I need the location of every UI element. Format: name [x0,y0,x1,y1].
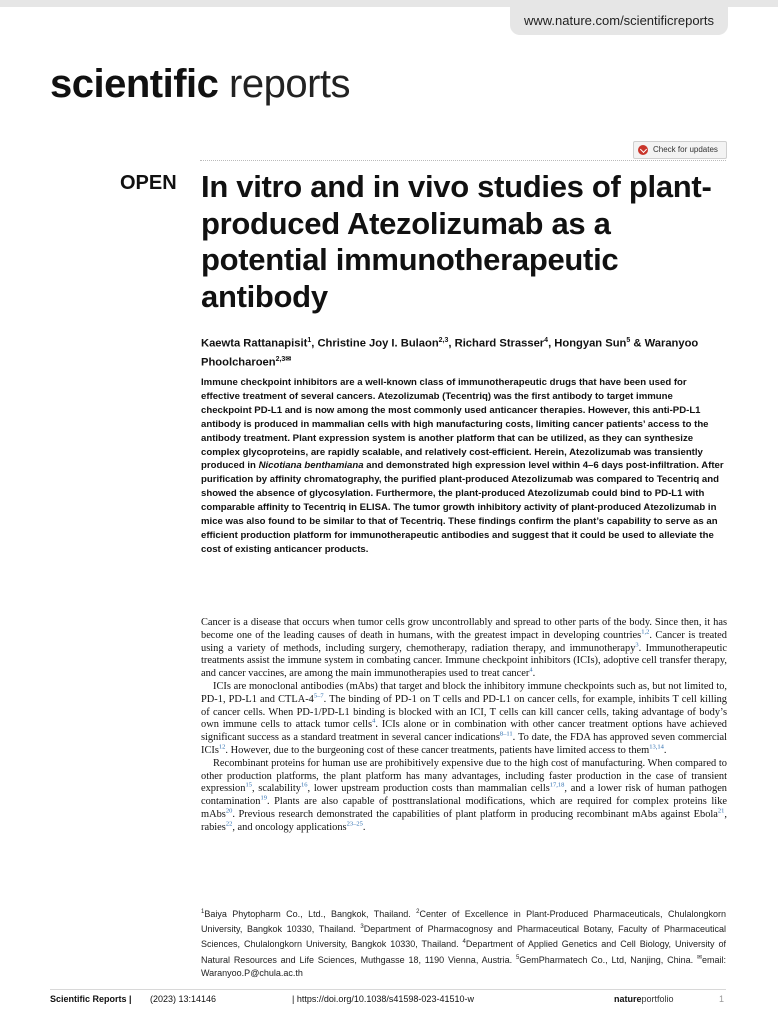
citation-link[interactable]: 21 [717,807,725,815]
citation-link[interactable]: 13,14 [649,743,664,751]
body-text: , lower upstream production costs than mammalian cells [307,783,550,795]
author-separator: & [630,337,645,350]
affiliation-text: GemPharmatech Co., Ltd, Nanjing, China. [519,954,697,965]
footer-journal: Scientific Reports | [50,994,132,1004]
article-title: In vitro and in vivo studies of plant-produced Atezolizumab as a potential immunotherapeutic antibody [201,169,712,314]
affiliations [201,906,726,980]
author-affiliation-mark: 1 [307,337,312,344]
citation-link[interactable]: 12 [218,743,226,751]
publisher-logo [614,993,674,1005]
corresponding-email[interactable]: email: Waranyoo.P@chula.ac.th [201,954,726,978]
author-name[interactable]: Hongyan Sun [554,337,627,350]
author-name[interactable]: Kaewta Rattanapisit [201,337,308,350]
abstract-text-part-2: and demonstrated high expression level within 4–6 days post-infiltration. After purification by affinity chromatography, the purified plant-produced Atezolizumab was compared to Tecentriq and showed the absence of glycosylation. Furthermore, the plant-produced Atezolizumab could bind to PD-L1 with comparable affinity to Tecentriq in ELISA. The tumor growth inhibitory activity of plant-produced Atezolizumab in mice was also found to be similar to that of Tecentriq. These findings confirm the plant’s capability to serve as an efficient production platform for immunotherapeutic antibodies and suggest that it could be used to alleviate the cost of existing anticancer products. [201,460,724,555]
citation-link[interactable]: 4 [529,666,533,674]
affiliation-text: Department of Pharmacognosy and Pharmaceutical Botany, Faculty of Pharmaceutical Sciences, Chulalongkorn University, Bangkok 10330, Thailand. [201,924,726,950]
body-text: . [362,821,366,833]
author-name[interactable]: Richard Strasser [454,337,545,350]
body-text: , and a lower risk of human pathogen contamination [201,783,728,808]
abstract-species-name: Nicotiana benthamiana [258,460,364,472]
body-paragraph [201,758,727,835]
author-separator: , [311,337,318,350]
body-text: . To date, the FDA has approved seven commercial ICIs [201,732,728,756]
body-text: . [532,668,536,680]
citation-link[interactable]: 5–7 [313,692,324,700]
author-separator: , [448,337,455,350]
citation-link[interactable]: 17,18 [549,781,565,789]
citation-link[interactable]: 19 [260,794,267,802]
body-text: , scalability [251,783,301,795]
citation-link[interactable]: 8–11 [499,730,513,738]
journal-url[interactable]: www.nature.com/scientificreports [510,7,728,35]
abstract [201,376,726,557]
body-text: , rabies [201,808,727,833]
body-text: . Cancer is treated using a variety of methods, including surgery, chemotherapy, radiation therapy, and immunotherapy [201,629,727,654]
page-number: 1 [719,994,725,1004]
body-text: . Previous research demonstrated the capabilities of plant platform in producing recombinant mAbs against Ebola [232,808,718,820]
author-affiliation-mark: 2,3✉ [275,355,292,363]
citation-link[interactable]: 4 [372,717,376,725]
author-list [201,333,726,370]
check-updates-icon [638,145,648,155]
body-text: , and oncology applications [232,821,347,833]
author-name[interactable]: Christine Joy I. Bulaon [317,337,439,350]
publisher-name-bold: nature [614,994,642,1004]
body-text: . Plants are also capable of posttranslational modifications, which are required for complex proteins like mAbs [201,796,727,820]
body-text: . Immunotherapeutic treatments assist the immune system in combating cancer. Immune checkpoint inhibitors (ICIs), adoptive cell transfer therapy, and cancer vaccines, are among the main immunotherapies used to treat cancer [201,642,728,680]
body-paragraph [201,681,727,758]
affiliation-text: Center of Excellence in Plant-Produced Pharmaceuticals, Chulalongkorn University, Bangkok 10330, Thailand. [201,909,726,935]
affiliation-mark: 2 [416,909,420,915]
check-for-updates-label: Check for updates [653,145,718,154]
body-text: Recombinant proteins for human use are prohibitively expensive due to the high cost of manufacturing. When compared to other production platforms, the plant platform has many advantages, including faster production in the case of transient expression [201,757,727,795]
citation-link[interactable]: 23–25 [346,820,363,828]
journal-name-light: reports [218,62,351,106]
citation-link[interactable]: 15 [245,781,252,789]
journal-logo [50,62,350,106]
citation-link[interactable]: 22 [225,820,233,828]
author-affiliation-mark: 4 [544,337,549,344]
article-body [201,617,727,835]
author-separator: , [548,337,555,350]
open-access-label: OPEN [120,172,177,194]
body-text: . The binding of PD-1 on T cells and PD-L1 on cancer cells, for example, inhibits T cell killing of cancer cells. When PD-1/PD-L1 binding is blocked with an ICI, T cells can kill cancer cells, taking advantage of body’s own immune cells to attack tumor cells [201,693,727,731]
affiliation-text: Department of Applied Genetics and Cell Biology, University of Natural Resources and Life Sciences, Muthgasse 18, 1190 Vienna, Austria. [201,939,726,965]
citation-link[interactable]: 16 [301,781,308,789]
journal-name-bold: scientific [50,62,219,106]
citation-link[interactable]: 1,2 [641,628,650,636]
footer-divider [50,989,726,990]
affiliation-text: Baiya Phytopharm Co., Ltd., Bangkok, Thailand. [204,909,417,919]
affiliation-mark: 4 [462,939,466,946]
header-divider [200,160,726,161]
author-affiliation-mark: 5 [626,337,631,344]
body-paragraph [201,617,727,681]
author-affiliation-mark: 2,3 [438,337,449,344]
abstract-text-part-1: Immune checkpoint inhibitors are a well-known class of immunotherapeutic drugs that have been used for effective treatment of several cancers. Atezolizumab (Tecentriq) was the first antibody to target immune checkpoint PD-L1 and is now among the most commonly used anticancer therapies. However, this anti-PD-L1 antibody is produced in mammalian cells with high manufacturing costs, limiting cancer patients’ access to the antibody treatment. Plant expression system is another platform that can be utilized, as they can synthesize complex glycoproteins, are rapidly scalable, and relatively cost-efficient. Herein, Atezolizumab was transiently produced in [201,377,709,472]
affiliation-mark: 5 [515,954,520,961]
affiliation-mark: 3 [360,924,364,931]
top-bar [0,0,778,7]
body-text: . However, due to the burgeoning cost of these cancer treatments, patients have limited access to them [225,744,650,756]
check-for-updates-button[interactable] [633,141,727,159]
affiliation-mark: ✉ [696,954,702,961]
body-text: . ICIs alone or in combination with other cancer treatment options have achieved significant success as a standard treatment in several cancer indications [201,719,728,744]
author-name[interactable]: Waranyoo Phoolcharoen [201,337,699,369]
affiliation-mark: 1 [201,909,205,915]
publisher-name-light: portfolio [641,994,674,1004]
citation-link[interactable]: 3 [635,641,639,649]
citation-link[interactable]: 20 [225,807,233,815]
body-text: . [663,744,667,756]
body-text: ICIs are monoclonal antibodies (mAbs) that target and block the inhibitory immune checkpoints such as, but not limited to, PD-1, PD-L1 and CTLA-4 [201,680,727,705]
body-text: Cancer is a disease that occurs when tumor cells grow uncontrollably and spread to other parts of the body. Since then, it has become one of the leading causes of death in humans, with the greatest impact in developing countries [201,617,727,641]
footer-citation: (2023) 13:14146 [150,994,217,1004]
footer-doi[interactable]: | https://doi.org/10.1038/s41598-023-41510-w [292,994,474,1004]
